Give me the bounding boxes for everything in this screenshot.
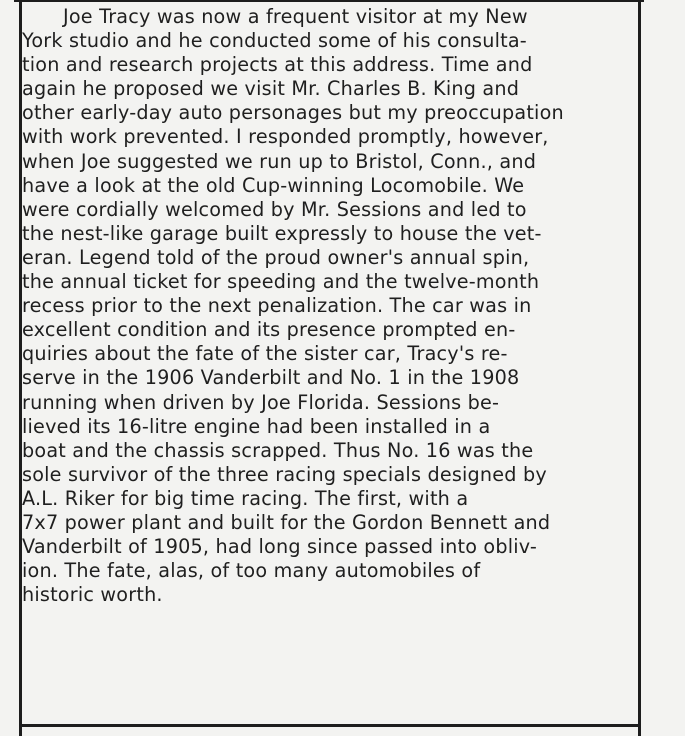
- top-border: [14, 0, 644, 2]
- text-line: again he proposed we visit Mr. Charles B. King and: [22, 77, 520, 101]
- text-line: with work prevented. I responded promptly, however,: [22, 125, 549, 149]
- text-line: other early-day auto personages but my preoccupation: [22, 101, 564, 125]
- text-line: lieved its 16-litre engine had been installed in a: [22, 414, 491, 438]
- text-line: ion. The fate, alas, of too many automobiles of: [22, 559, 481, 583]
- text-line: running when driven by Joe Florida. Sessions be-: [22, 390, 500, 414]
- text-line: excellent condition and its presence prompted en-: [22, 318, 516, 342]
- text-line: boat and the chassis scrapped. Thus No. 16 was the: [22, 438, 534, 462]
- article-paragraph: [22, 5, 622, 607]
- bottom-rule: [22, 724, 639, 727]
- text-line: eran. Legend told of the proud owner's annual spin,: [22, 245, 530, 269]
- text-line: tion and research projects at this address. Time and: [22, 53, 533, 77]
- text-line: when Joe suggested we run up to Bristol, Conn., and: [22, 149, 537, 173]
- cut-off-text-fragment: [24, 729, 636, 736]
- text-line: recess prior to the next penalization. The car was in: [22, 294, 532, 318]
- text-line: Vanderbilt of 1905, had long since passed into obliv-: [22, 535, 537, 559]
- text-line: historic worth.: [22, 583, 163, 607]
- right-border: [638, 0, 641, 736]
- text-line: quiries about the fate of the sister car, Tracy's re-: [22, 342, 508, 366]
- text-line: serve in the 1906 Vanderbilt and No. 1 in the 1908: [22, 366, 520, 390]
- text-line: the annual ticket for speeding and the twelve-month: [22, 270, 540, 294]
- text-line: A.L. Riker for big time racing. The first, with a: [22, 486, 469, 510]
- text-line: the nest-like garage built expressly to house the vet-: [22, 221, 542, 245]
- text-line: York studio and he conducted some of his consulta-: [22, 29, 527, 53]
- text-line: Joe Tracy was now a frequent visitor at my New: [63, 5, 528, 28]
- text-line: have a look at the old Cup-winning Locomobile. We: [22, 173, 525, 197]
- text-line: 7x7 power plant and built for the Gordon Bennett and: [22, 510, 551, 534]
- text-line: sole survivor of the three racing specials designed by: [22, 462, 547, 486]
- text-line: were cordially welcomed by Mr. Sessions and led to: [22, 197, 527, 221]
